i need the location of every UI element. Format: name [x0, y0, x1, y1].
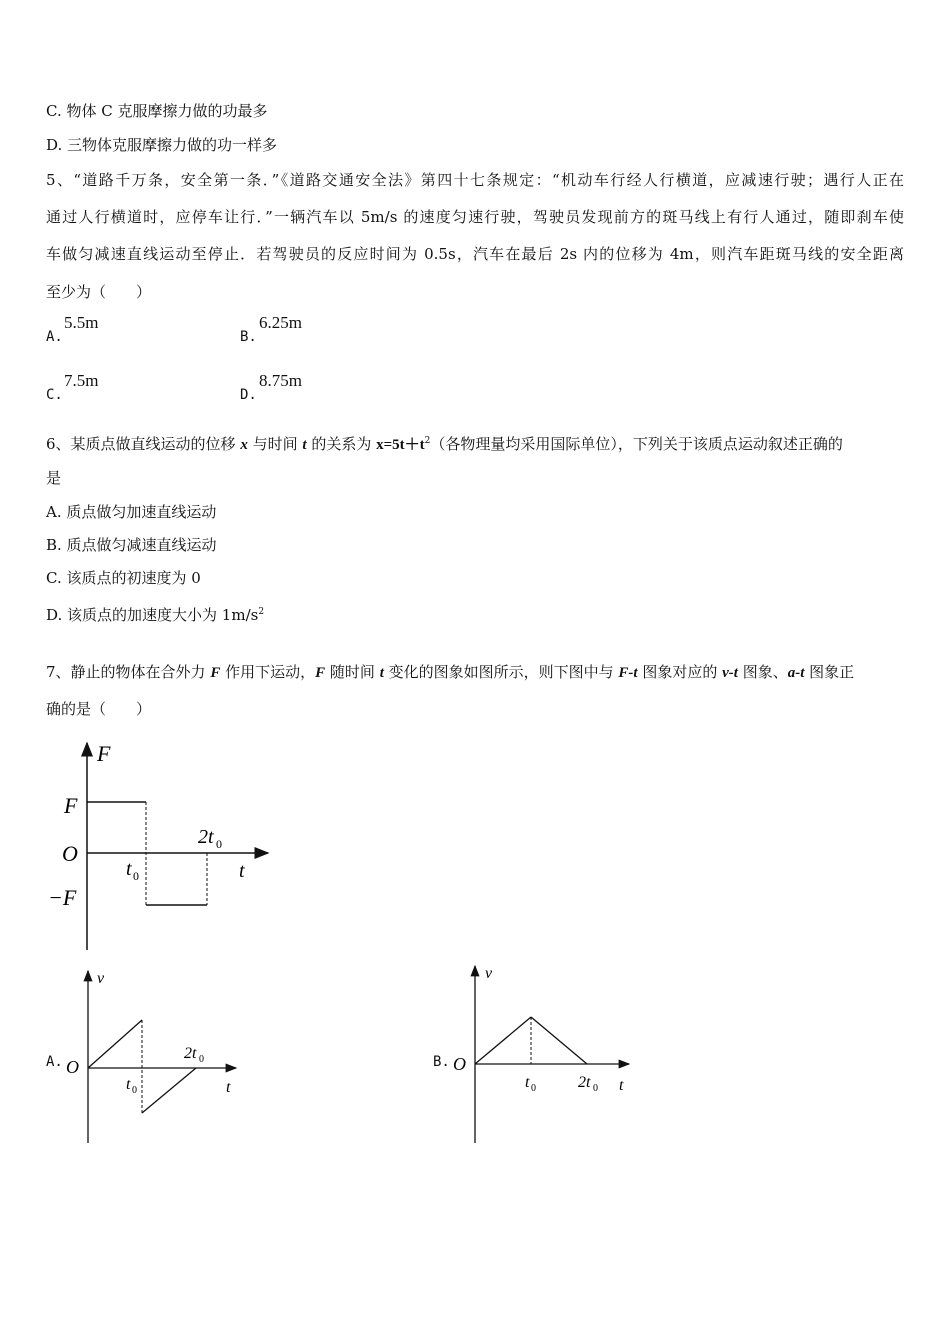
graph-a-2t0-label: 2t	[184, 1045, 197, 1062]
ft-x-label: t	[239, 860, 245, 882]
q6-text-b: 与时间	[247, 435, 303, 453]
q7-stem-line2: 确的是（ ）	[46, 700, 152, 718]
graph-a-2t0-sub: 0	[199, 1054, 204, 1065]
graph-a-y-label: v	[97, 970, 105, 987]
q5-option-d-value: 8.75m	[259, 371, 302, 390]
q5-option-c-letter: C.	[46, 387, 63, 403]
q6-text-a: 6、某质点做直线运动的位移	[46, 435, 241, 453]
q5-option-b-value: 6.25m	[259, 313, 302, 332]
q6-option-d-sup: 2	[258, 607, 265, 617]
graph-a-origin: O	[66, 1057, 79, 1077]
ft-graph	[40, 735, 280, 955]
graph-b-rising-line	[475, 1017, 531, 1064]
graph-b-t0-label: t	[525, 1074, 530, 1091]
q7-var-f2: F	[315, 665, 326, 681]
q7-graph-a	[60, 965, 260, 1145]
q7-text-a: 7、静止的物体在合外力	[46, 663, 211, 681]
q7-var-f1: F	[210, 665, 221, 681]
q6-option-b: B. 质点做匀减速直线运动	[46, 536, 217, 554]
q7-option-a-letter: A.	[46, 1054, 63, 1070]
q6-stem-line1	[46, 431, 843, 455]
q7-text-g: 图象正	[804, 663, 855, 681]
ft-neg-level-label: −F	[48, 885, 77, 910]
q6-option-a: A. 质点做匀加速直线运动	[46, 503, 217, 521]
graph-a-t0-label: t	[126, 1076, 131, 1093]
graph-b-2t0-sub: 0	[593, 1083, 598, 1094]
q5-option-c-value: 7.5m	[64, 371, 99, 390]
q5-stem-line2: 通过人行横道时，应停车让行．”一辆汽车以 5m/s 的速度匀速行驶，驾驶员发现前方的斑马线上有行人通过，随即刹车使	[46, 208, 904, 226]
ft-2t0-label: 2t	[198, 826, 214, 848]
q7-option-b-letter: B.	[433, 1054, 450, 1070]
q6-text-c: 的关系为	[306, 435, 377, 453]
graph-b-origin: O	[453, 1054, 466, 1074]
q6-option-d-text: D. 该质点的加速度大小为 1m/s	[46, 606, 259, 624]
q7-text-f: 图象、	[737, 663, 788, 681]
ft-pos-level-label: F	[64, 793, 78, 818]
graph-b-falling-line	[531, 1017, 587, 1064]
q4-option-c: C. 物体 C 克服摩擦力做的功最多	[46, 102, 268, 120]
ft-y-label: F	[97, 741, 111, 766]
q7-var-t: t	[379, 665, 384, 681]
ft-2t0-sub: 0	[216, 837, 222, 851]
q5-option-d-letter: D.	[240, 387, 257, 403]
q7-var-vt: v-t	[722, 665, 738, 681]
q6-option-c: C. 该质点的初速度为 0	[46, 569, 201, 587]
graph-b-2t0-label: 2t	[578, 1074, 591, 1091]
q6-var-t: t	[302, 437, 307, 453]
ft-t0-label: t	[126, 858, 132, 880]
ft-origin-label: O	[62, 841, 78, 866]
q5-stem-line3: 车做匀减速直线运动至停止．若驾驶员的反应时间为 0.5s，汽车在最后 2s 内的位移为 4m，则汽车距斑马线的安全距离	[46, 245, 904, 263]
q7-text-c: 随时间	[325, 663, 380, 681]
q5-stem-line1: 5、“道路千万条，安全第一条．”《道路交通安全法》第四十七条规定：“机动车行经人行横道，应减速行驶；遇行人正在	[46, 171, 904, 189]
ft-t0-sub: 0	[133, 869, 139, 883]
q6-formula: x=5t＋t	[376, 437, 425, 453]
q5-option-a-value: 5.5m	[64, 313, 99, 332]
q6-stem-line2: 是	[46, 469, 62, 487]
q6-formula-sup: 2	[424, 436, 431, 446]
q4-option-d: D. 三物体克服摩擦力做的功一样多	[46, 136, 278, 154]
graph-b-t0-sub: 0	[531, 1083, 536, 1094]
q7-var-ft: F-t	[618, 665, 638, 681]
q6-text-d: （各物理量均采用国际单位），下列关于该质点运动叙述正确的	[430, 435, 843, 453]
q5-stem-line4: 至少为（ ）	[46, 283, 152, 301]
q7-stem-line1	[46, 662, 854, 683]
graph-b-y-label: v	[485, 965, 493, 982]
graph-b-x-label: t	[619, 1077, 624, 1094]
graph-a-rising-line	[88, 1020, 142, 1068]
q7-var-at: a-t	[787, 665, 805, 681]
graph-a-rising-line-2	[142, 1068, 196, 1113]
q7-graph-b	[447, 960, 647, 1145]
graph-a-x-label: t	[226, 1079, 231, 1096]
graph-a-t0-sub: 0	[132, 1085, 137, 1096]
q7-text-b: 作用下运动，	[220, 663, 316, 681]
q7-text-d: 变化的图象如图所示，则下图中与	[383, 663, 619, 681]
q7-text-e: 图象对应的	[637, 663, 723, 681]
q6-option-d	[46, 602, 264, 625]
q5-option-b-letter: B.	[240, 329, 257, 345]
q5-option-a-letter: A.	[46, 329, 63, 345]
q6-var-x: x	[240, 437, 248, 453]
